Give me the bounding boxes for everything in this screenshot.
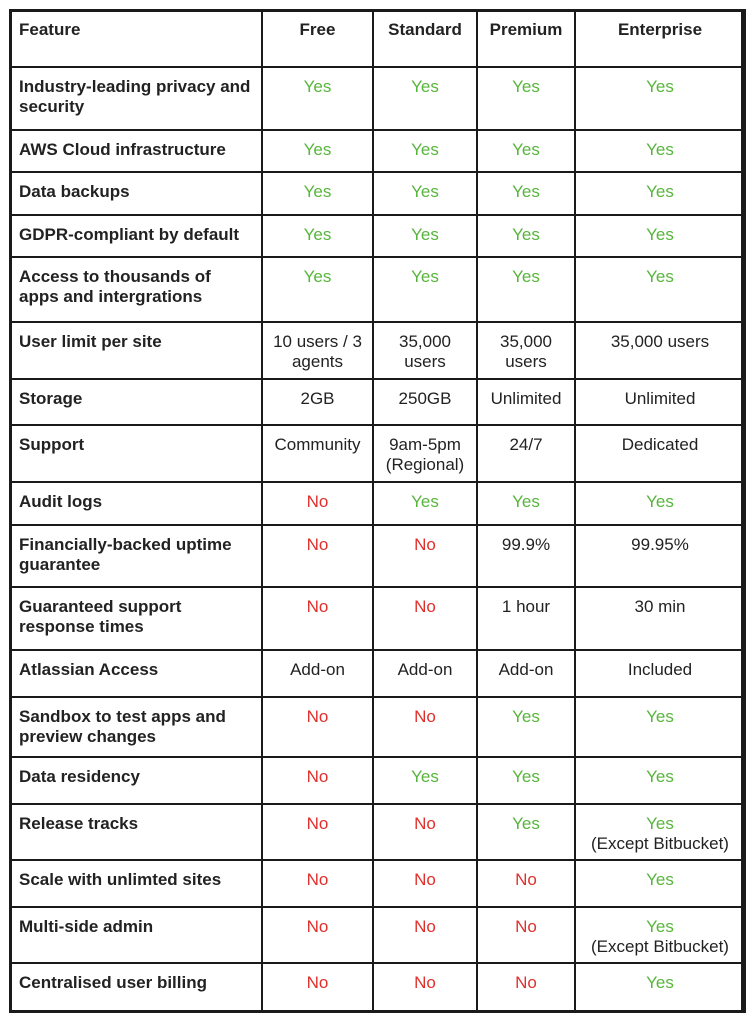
table-row [10,379,745,424]
feature-name: GDPR-compliant by default [10,215,262,257]
plan-value: No [515,870,537,890]
plan-value-cell [477,172,575,214]
plan-value: Yes [512,706,540,726]
plan-value: Yes [411,182,439,202]
plan-value: No [515,973,537,993]
table-row [10,67,745,130]
plan-value: No [306,870,329,890]
plan-value-cell [262,322,373,380]
plan-value-cell [373,215,477,257]
plan-value-cell [477,697,575,758]
plan-value-cell [262,697,373,758]
plan-value-cell [575,257,745,322]
plan-value: Yes [512,813,540,833]
plan-value-cell [477,907,575,964]
plan-value: Add-on [498,660,554,680]
plan-value: 99.95% [631,534,689,554]
plan-value-cell [477,67,575,130]
plan-value-cell [262,215,373,257]
table-row [10,425,745,483]
plan-value: Yes [646,870,674,890]
plan-value: 35,000 users [610,331,710,351]
plan-value: Yes [646,916,674,936]
plan-value: Yes [411,767,439,787]
plan-value-cell [262,257,373,322]
plan-value: No [306,767,329,787]
plan-value-cell [575,130,745,172]
plan-value-cell [575,215,745,257]
plan-value-cell [373,482,477,524]
plan-value: Unlimited [624,389,696,409]
feature-name: Audit logs [10,482,262,524]
header-standard: Standard [373,10,477,67]
plan-value: 10 users / 3 agents [273,331,362,371]
feature-name: Atlassian Access [10,650,262,696]
plan-value: Yes [512,767,540,787]
feature-name: Financially-backed uptime guarantee [10,525,262,588]
plan-value: Yes [512,266,540,286]
table-row [10,172,745,214]
plan-value-cell [373,322,477,380]
header-premium: Premium [477,10,575,67]
plan-value-cell [373,425,477,483]
plan-value: 250GB [398,389,452,409]
plan-value: No [306,534,329,554]
plan-value-cell [262,650,373,696]
plan-value: Yes [512,182,540,202]
plan-value-cell [262,130,373,172]
plan-value-cell [575,963,745,1012]
plan-value: Included [627,660,693,680]
plan-value: Yes [411,266,439,286]
plan-value-cell [373,804,477,861]
plan-value-cell [477,130,575,172]
plan-value-cell [262,425,373,483]
plan-value: Yes [646,224,674,244]
plan-value-cell [373,130,477,172]
feature-name: User limit per site [10,322,262,380]
header-feature: Feature [10,10,262,67]
plan-value-note: (Except Bitbucket) [591,936,729,956]
table-row [10,860,745,906]
plan-value-cell [373,587,477,650]
table-row [10,587,745,650]
plan-value: Yes [411,492,439,512]
plan-value: Yes [646,182,674,202]
plan-value-cell [373,757,477,803]
plan-value-cell [575,482,745,524]
plan-value-cell [575,804,745,861]
plan-value-cell [477,379,575,424]
plan-value: 2GB [300,389,335,409]
header-enterprise: Enterprise [575,10,745,67]
plan-value-cell [262,804,373,861]
table-row [10,697,745,758]
plan-value-note: (Except Bitbucket) [591,833,729,853]
plan-value-cell [262,907,373,964]
plan-value-cell [575,697,745,758]
plan-value: No [414,706,436,726]
plan-value-cell [477,425,575,483]
table-row [10,804,745,861]
plan-value-cell [373,67,477,130]
plan-value-cell [373,379,477,424]
plan-value: No [414,916,436,936]
plan-value-cell [262,525,373,588]
feature-name: Data residency [10,757,262,803]
plan-value: Yes [303,224,332,244]
plan-value: No [515,916,537,936]
plan-value-cell [477,757,575,803]
feature-name: Industry-leading privacy and security [10,67,262,130]
plan-value: Yes [303,182,332,202]
plan-value: No [414,597,436,617]
table-row [10,525,745,588]
plan-value-cell [477,525,575,588]
plan-value-cell [262,587,373,650]
plan-value-cell [373,525,477,588]
plan-value-cell [477,257,575,322]
plan-value: 99.9% [501,534,551,554]
table-row [10,215,745,257]
plan-value: Yes [303,139,332,159]
plan-value: Dedicated [621,434,699,454]
plan-value-cell [477,860,575,906]
feature-name: Release tracks [10,804,262,861]
plan-value: No [414,870,436,890]
table-row [10,907,745,964]
feature-name: Support [10,425,262,483]
plan-value: No [306,492,329,512]
plan-value-cell [262,172,373,214]
table-row [10,757,745,803]
plan-value: Add-on [290,660,345,680]
plan-value-cell [262,67,373,130]
plan-value: Yes [512,492,540,512]
table-row [10,130,745,172]
plan-value: No [414,973,436,993]
plan-value: Add-on [397,660,453,680]
header-free: Free [262,10,373,67]
plan-value-cell [262,379,373,424]
feature-name: Data backups [10,172,262,214]
plan-value: 1 hour [501,597,551,617]
feature-name: Access to thousands of apps and intergrations [10,257,262,322]
plan-value: Yes [646,266,674,286]
plan-value-cell [373,172,477,214]
plan-value-cell [575,525,745,588]
header-row [10,10,745,67]
plan-value: 35,000 users [399,331,451,371]
plan-value-cell [262,757,373,803]
plan-value: Yes [512,139,540,159]
feature-name: AWS Cloud infrastructure [10,130,262,172]
plan-value: No [306,973,329,993]
plan-value-cell [262,482,373,524]
plan-value: Yes [646,813,674,833]
plan-value: Yes [411,224,439,244]
table-row [10,963,745,1012]
plan-value: Yes [646,706,674,726]
plan-value: Yes [646,492,674,512]
plan-value: Yes [303,77,332,96]
plan-value: No [306,813,329,833]
feature-name: Storage [10,379,262,424]
plan-value-cell [575,172,745,214]
plan-value-cell [477,587,575,650]
plan-value-cell [575,322,745,380]
plan-value-cell [262,963,373,1012]
plan-value: No [306,916,329,936]
plan-value: No [306,597,329,617]
plan-value: Yes [411,139,439,159]
feature-name: Multi-side admin [10,907,262,964]
plan-value-cell [373,860,477,906]
feature-name: Scale with unlimted sites [10,860,262,906]
feature-name: Guaranteed support response times [10,587,262,650]
plan-value-cell [575,425,745,483]
feature-name: Centralised user billing [10,963,262,1012]
feature-name: Sandbox to test apps and preview changes [10,697,262,758]
plan-value-cell [373,907,477,964]
plan-value-cell [575,757,745,803]
plan-value-cell [575,379,745,424]
plan-value: No [414,534,436,554]
table-row [10,482,745,524]
plan-value-cell [575,650,745,696]
plan-value-cell [575,67,745,130]
plan-value: 24/7 [509,434,543,454]
plan-value: Yes [646,139,674,159]
plan-value-cell [477,804,575,861]
plan-value: Yes [646,767,674,787]
plan-value: Yes [512,224,540,244]
plan-value: 30 min [634,597,686,617]
plan-value: 35,000 users [500,331,552,371]
plan-value-cell [575,860,745,906]
plan-value: No [414,813,436,833]
plan-value-cell [477,482,575,524]
table-row [10,650,745,696]
plan-value-cell [477,963,575,1012]
table-row [10,322,745,380]
plan-value: Yes [646,973,674,993]
plan-value: 9am-5pm (Regional) [385,434,465,474]
plan-value: No [306,706,329,726]
feature-comparison-table [9,9,746,1013]
plan-value: Yes [512,77,540,96]
plan-value-cell [262,860,373,906]
plan-value: Yes [646,77,674,96]
plan-value-cell [373,697,477,758]
plan-value: Yes [411,77,439,96]
plan-value: Yes [303,266,332,286]
plan-value-cell [373,257,477,322]
plan-value-cell [477,322,575,380]
plan-value-cell [477,650,575,696]
plan-value: Unlimited [490,389,562,409]
table-row [10,257,745,322]
plan-value: Community [274,434,361,454]
plan-value-cell [373,650,477,696]
plan-value-cell [477,215,575,257]
plan-value-cell [373,963,477,1012]
plan-value-cell [575,587,745,650]
plan-value-cell [575,907,745,964]
